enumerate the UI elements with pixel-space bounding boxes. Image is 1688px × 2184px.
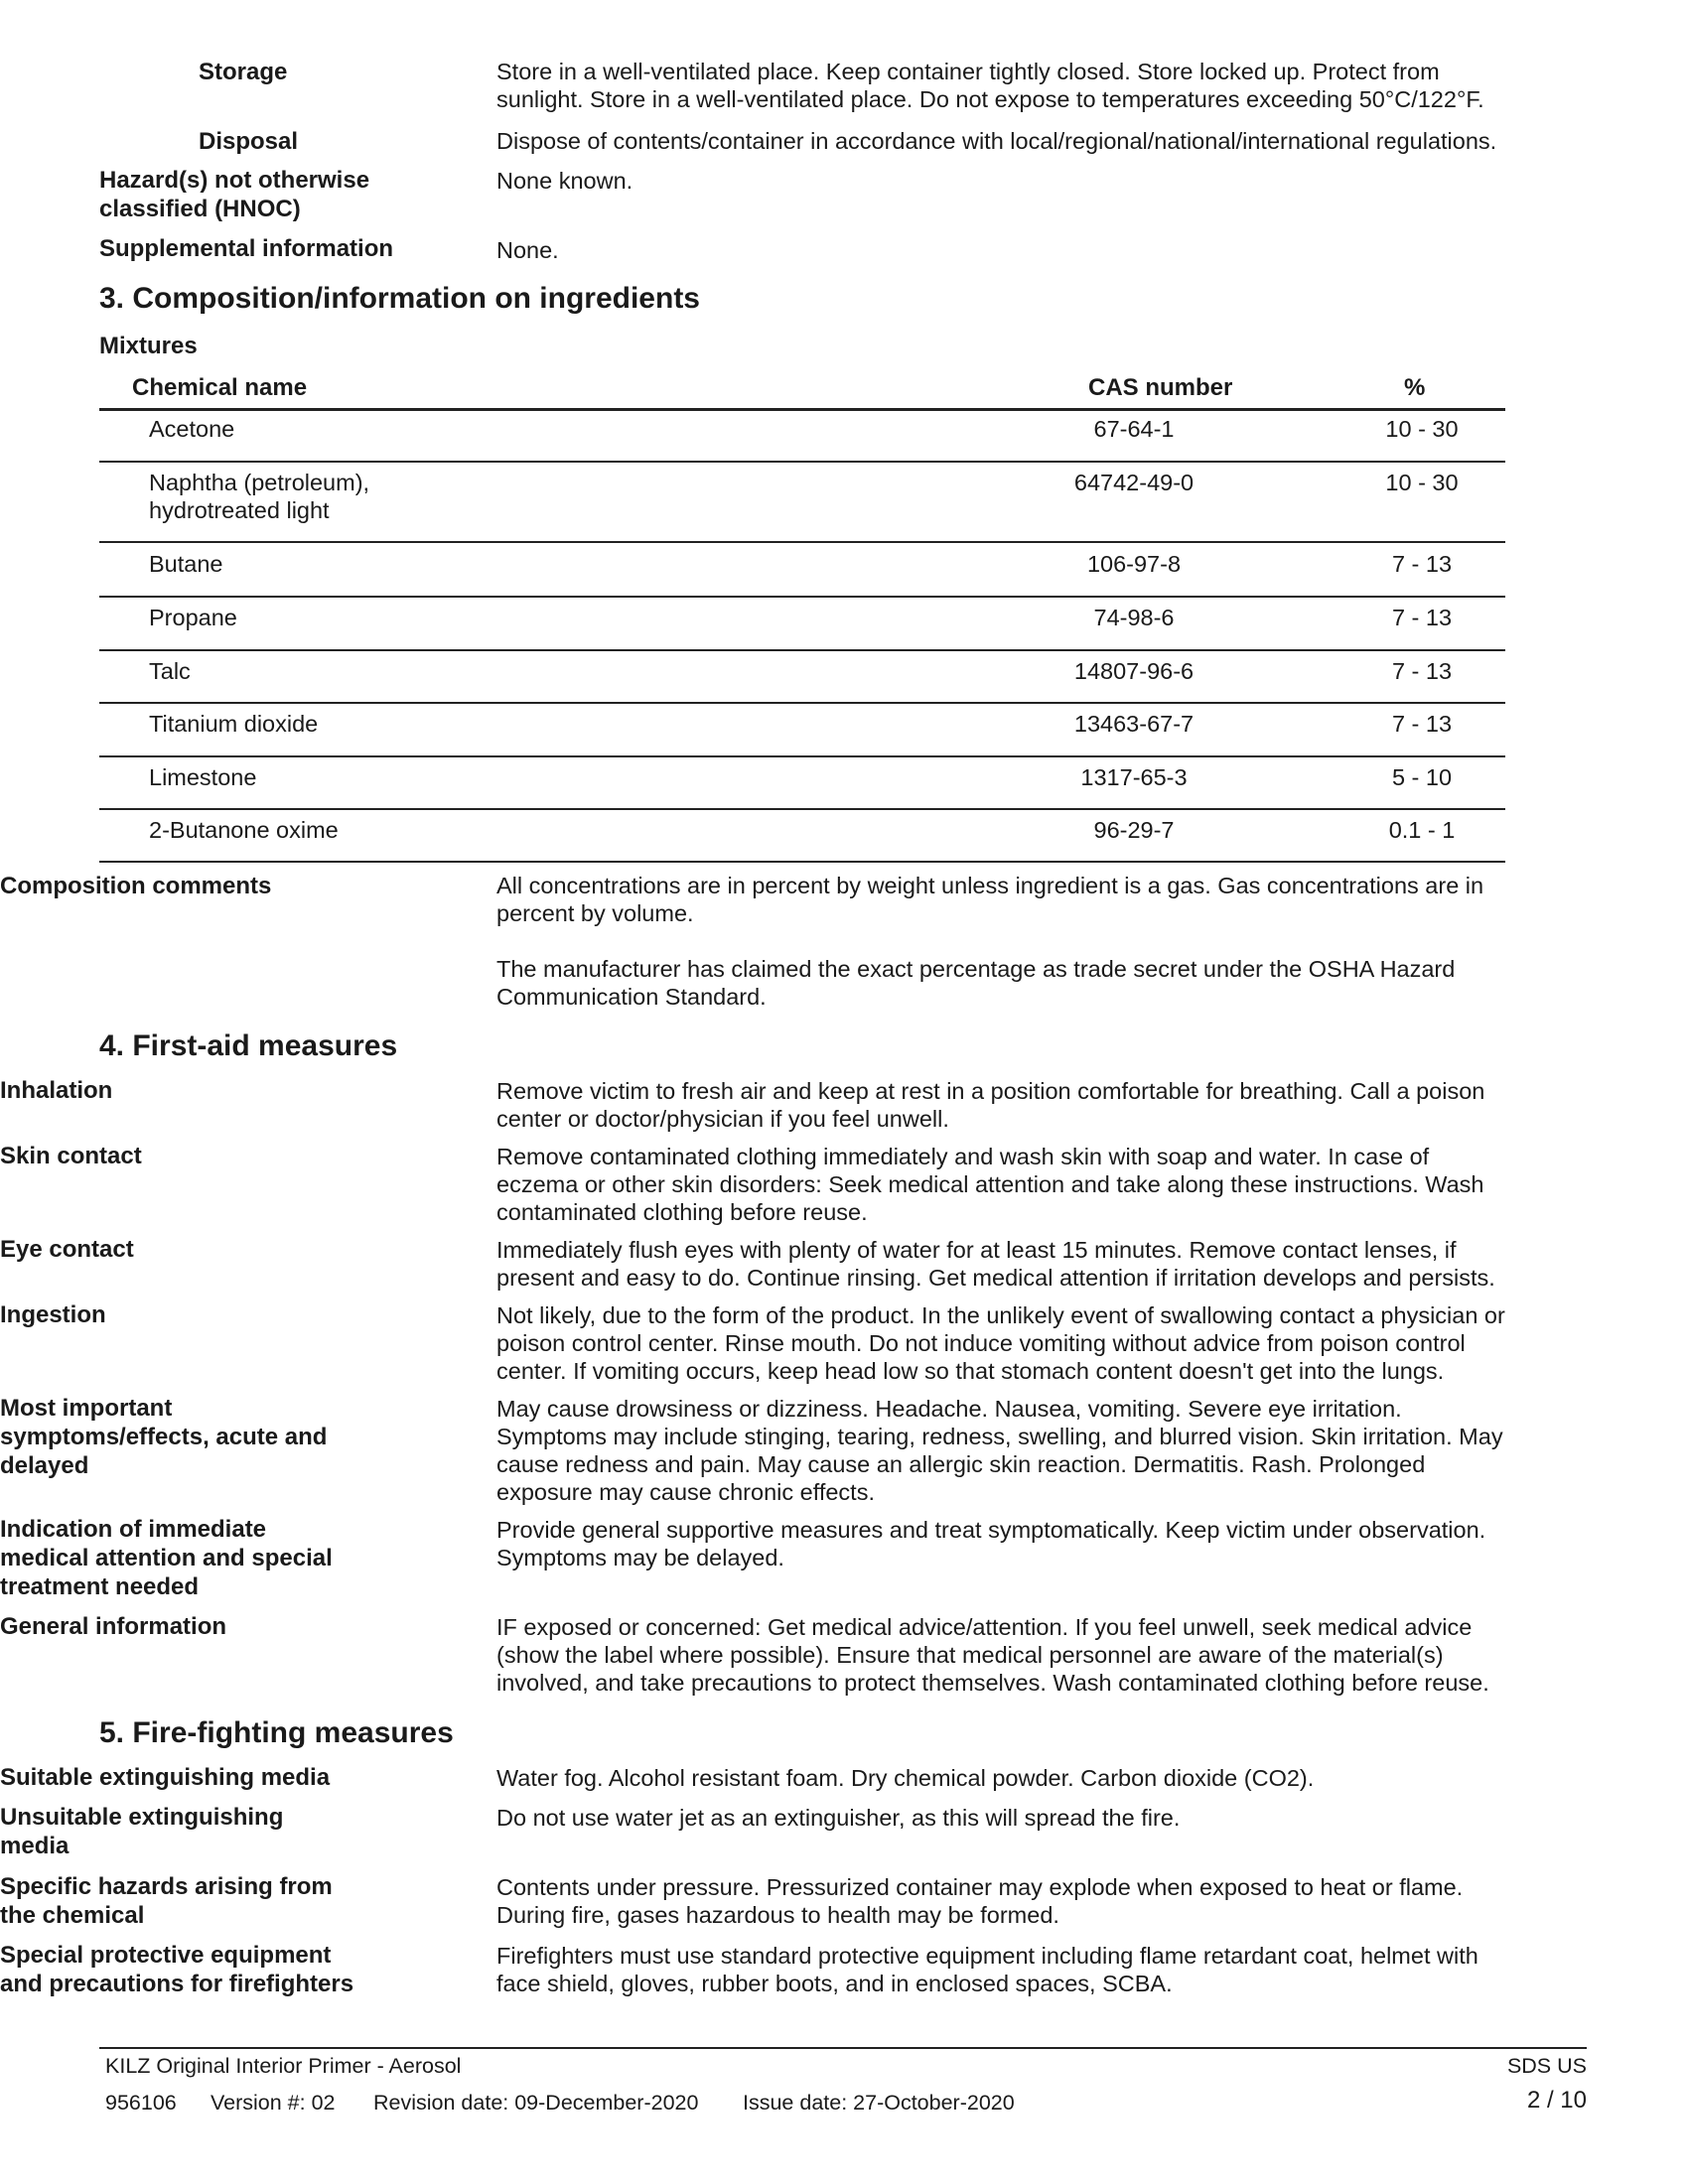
footer-page-number: 2 / 10 [1526, 2087, 1587, 2114]
table-header-rule [99, 408, 1505, 411]
col-percent: % [1404, 374, 1426, 401]
symptoms-label: Most important symptoms/effects, acute and delayed [0, 1395, 328, 1479]
chemical-name: Acetone [149, 416, 235, 442]
chemical-name: Talc [149, 658, 191, 684]
footer-revision-date: Revision date: 09-December-2020 [373, 2091, 699, 2115]
percent: 7 - 13 [1391, 551, 1453, 577]
specific-hazards-label: Specific hazards arising from the chemical [0, 1873, 333, 1929]
percent: 10 - 30 [1385, 416, 1459, 442]
medical-attention-label: Indication of immediate medical attention and special treatment needed [0, 1516, 333, 1600]
footer-version: Version #: 02 [211, 2091, 336, 2115]
composition-comments-text-1: All concentrations are in percent by weight unless ingredient is a gas. Gas concentrations are in percent by volume. [496, 873, 1484, 926]
storage-label: Storage [199, 59, 288, 85]
eye-contact-text: Immediately flush eyes with plenty of water for at least 15 minutes. Remove contact lenses, if present and easy to do. Continue rinsing. Get medical attention if irritation develops and persists. [496, 1237, 1495, 1291]
chemical-name: 2-Butanone oxime [149, 817, 339, 843]
footer-rule [99, 2047, 1587, 2049]
percent: 7 - 13 [1391, 658, 1453, 684]
row-divider [99, 596, 1505, 598]
storage-text: Store in a well-ventilated place. Keep container tightly closed. Store locked up. Protect from sunlight. Store in a well-ventilated place. Do not expose to temperatures exceeding 50°C/122°F. [496, 59, 1484, 112]
percent: 10 - 30 [1385, 470, 1459, 495]
percent: 7 - 13 [1391, 605, 1453, 630]
section-5-title: 5. Fire-fighting measures [99, 1716, 454, 1749]
suitable-media-label: Suitable extinguishing media [0, 1764, 331, 1791]
cas-number: 106-97-8 [1086, 551, 1182, 577]
footer-issue-date: Issue date: 27-October-2020 [743, 2091, 1015, 2115]
unsuitable-media-label: Unsuitable extinguishing media [0, 1804, 284, 1859]
supplemental-text: None. [496, 237, 559, 263]
footer-product-name: KILZ Original Interior Primer - Aerosol [105, 2054, 462, 2078]
suitable-media-text: Water fog. Alcohol resistant foam. Dry chemical powder. Carbon dioxide (CO2). [496, 1765, 1315, 1791]
percent: 5 - 10 [1391, 764, 1453, 790]
ingestion-label: Ingestion [0, 1301, 106, 1328]
col-cas-number: CAS number [1088, 374, 1233, 401]
composition-comments-label: Composition comments [0, 873, 272, 899]
cas-number: 13463-67-7 [1073, 711, 1195, 737]
symptoms-text: May cause drowsiness or dizziness. Headache. Nausea, vomiting. Severe eye irritation. Symptoms may include stinging, tearing, redness, swelling, and blurred vision. Skin irritation. May cause redness and pain. May cause an allergic skin reaction. Dermatitis. Rash. Prolonged exposure may cause chronic effects. [496, 1396, 1503, 1505]
chemical-name: Butane [149, 551, 223, 577]
footer-product-code: 956106 [105, 2091, 177, 2115]
cas-number: 67-64-1 [1093, 416, 1175, 442]
protective-equipment-label: Special protective equipment and precautions for firefighters [0, 1942, 354, 1997]
row-divider [99, 861, 1505, 863]
mixtures-subtitle: Mixtures [99, 333, 198, 359]
row-divider [99, 649, 1505, 651]
row-divider [99, 702, 1505, 704]
chemical-name: Naphtha (petroleum), hydrotreated light [149, 470, 370, 523]
chemical-name: Limestone [149, 764, 257, 790]
cas-number: 64742-49-0 [1073, 470, 1195, 495]
cas-number: 96-29-7 [1093, 817, 1175, 843]
percent: 7 - 13 [1391, 711, 1453, 737]
cas-number: 74-98-6 [1093, 605, 1175, 630]
protective-equipment-text: Firefighters must use standard protective equipment including flame retardant coat, helmet with face shield, gloves, rubber boots, and in enclosed spaces, SCBA. [496, 1943, 1478, 1996]
cas-number: 14807-96-6 [1073, 658, 1195, 684]
percent: 0.1 - 1 [1388, 817, 1456, 843]
unsuitable-media-text: Do not use water jet as an extinguisher, as this will spread the fire. [496, 1805, 1181, 1831]
inhalation-text: Remove victim to fresh air and keep at rest in a position comfortable for breathing. Call a poison center or doctor/physician if you feel unwell. [496, 1078, 1485, 1132]
ingestion-text: Not likely, due to the form of the product. In the unlikely event of swallowing contact a physician or poison control center. Rinse mouth. Do not induce vomiting without advice from poison control center. If vomiting occurs, keep head low so that stomach content doesn't get into the lungs. [496, 1302, 1505, 1384]
medical-attention-text: Provide general supportive measures and treat symptomatically. Keep victim under observation. Symptoms may be delayed. [496, 1517, 1486, 1570]
composition-comments-text-2: The manufacturer has claimed the exact percentage as trade secret under the OSHA Hazard Communication Standard. [496, 956, 1456, 1010]
row-divider [99, 808, 1505, 810]
cas-number: 1317-65-3 [1080, 764, 1188, 790]
specific-hazards-text: Contents under pressure. Pressurized container may explode when exposed to heat or flame. During fire, gases hazardous to health may be formed. [496, 1874, 1464, 1928]
hnoc-text: None known. [496, 168, 633, 194]
section-3-title: 3. Composition/information on ingredients [99, 282, 700, 315]
supplemental-label: Supplemental information [99, 235, 394, 262]
section-4-title: 4. First-aid measures [99, 1029, 398, 1062]
disposal-text: Dispose of contents/container in accordance with local/regional/national/international regulations. [496, 128, 1497, 154]
col-chemical-name: Chemical name [132, 374, 308, 401]
inhalation-label: Inhalation [0, 1077, 113, 1104]
eye-contact-label: Eye contact [0, 1236, 134, 1263]
row-divider [99, 461, 1505, 463]
chemical-name: Titanium dioxide [149, 711, 319, 737]
hnoc-label: Hazard(s) not otherwise classified (HNOC) [99, 167, 370, 222]
skin-contact-text: Remove contaminated clothing immediately and wash skin with soap and water. In case of eczema or other skin disorders: Seek medical attention and take along these instructions. Wash contaminated clothing before reuse. [496, 1144, 1484, 1225]
general-information-text: IF exposed or concerned: Get medical advice/attention. If you feel unwell, seek medical advice (show the label where possible). Ensure that medical personnel are aware of the material(s) involved, and take precautions to protect themselves. Wash contaminated clothing before reuse. [496, 1614, 1489, 1696]
general-information-label: General information [0, 1613, 227, 1640]
skin-contact-label: Skin contact [0, 1143, 142, 1169]
row-divider [99, 541, 1505, 543]
disposal-label: Disposal [199, 128, 299, 155]
footer-sds-region: SDS US [1506, 2054, 1587, 2078]
row-divider [99, 755, 1505, 757]
chemical-name: Propane [149, 605, 237, 630]
